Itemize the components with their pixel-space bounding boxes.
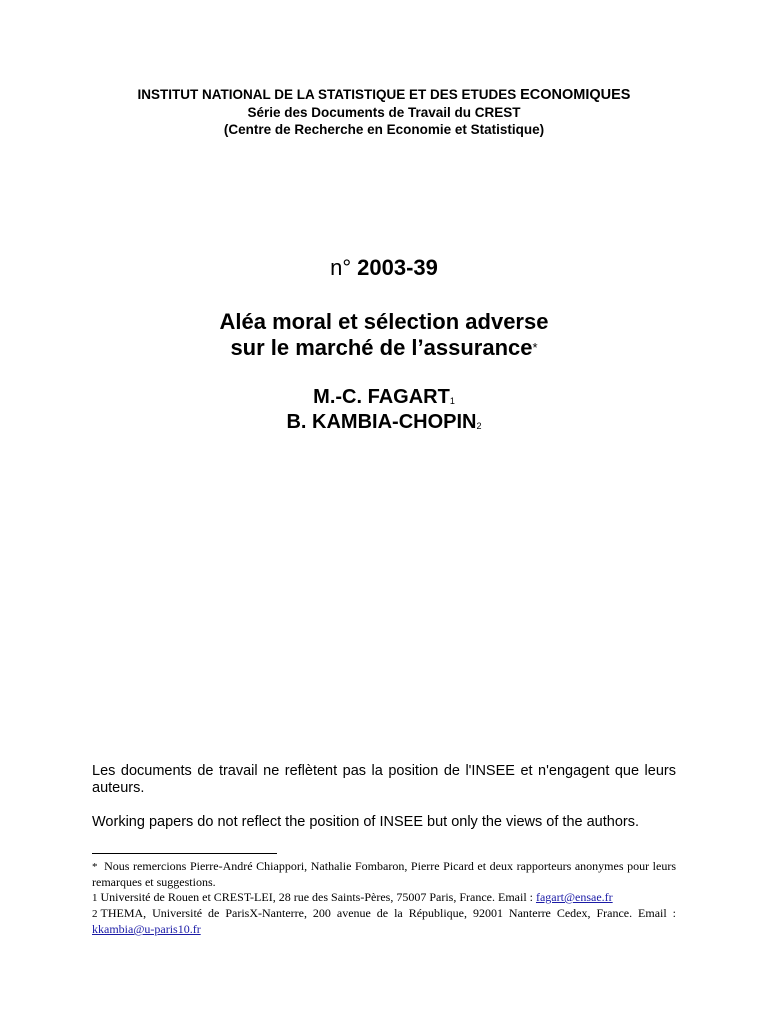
number-value: 2003-39 — [357, 255, 438, 280]
title-line-2: sur le marché de l’assurance — [230, 335, 533, 360]
series-name: Série des Documents de Travail du CREST — [247, 105, 521, 120]
title-line-2-wrap — [0, 335, 768, 361]
disclaimer-french: Les documents de travail ne reflètent pas la position de l'INSEE et n'engagent que leurs auteurs. — [92, 763, 676, 796]
disclaimer — [92, 763, 676, 848]
author-list — [0, 385, 768, 435]
author-1 — [0, 385, 768, 410]
author-2-mark: 2 — [476, 421, 482, 431]
footnote-1 — [92, 890, 676, 906]
footnote-2-email-link[interactable]: kkambia@u-paris10.fr — [92, 922, 201, 936]
author-1-name: M.-C. FAGART — [313, 386, 450, 408]
footnote-2-text: THEMA, Université de ParisX-Nanterre, 200 avenue de la République, 92001 Nanterre Cedex, France. Email : — [100, 906, 676, 920]
research-center: (Centre de Recherche en Economie et Statistique) — [223, 122, 545, 137]
footnote-2 — [92, 906, 676, 937]
institute-name-end: ECONOMIQUES — [520, 87, 631, 103]
footnote-star — [92, 859, 676, 890]
working-paper-number — [0, 255, 768, 281]
footnote-1-email-link[interactable]: fagart@ensae.fr — [535, 890, 613, 904]
institute-line — [0, 86, 768, 104]
footnote-divider — [92, 853, 277, 854]
title-footnote-mark: * — [532, 340, 538, 355]
author-2 — [0, 410, 768, 435]
title-line-1: Aléa moral et sélection adverse — [219, 309, 549, 334]
footnote-star-mark: * — [92, 861, 98, 873]
footnote-star-text: Nous remercions Pierre-André Chiappori, Nathalie Fombaron, Pierre Picard et deux rapporteurs anonymes pour leurs remarques et suggestions. — [92, 859, 677, 889]
author-1-mark: 1 — [449, 396, 455, 406]
disclaimer-english: Working papers do not reflect the position of INSEE but only the views of the authors. — [92, 814, 640, 830]
author-2-name: B. KAMBIA-CHOPIN — [286, 411, 477, 433]
institution-header — [0, 86, 768, 138]
footnotes — [92, 859, 676, 937]
number-prefix: n° — [330, 255, 352, 280]
footnote-2-mark: 2 — [92, 908, 98, 920]
footnote-1-text: Université de Rouen et CREST-LEI, 28 rue des Saints-Pères, 75007 Paris, France. Email : — [100, 890, 536, 904]
paper-title — [0, 309, 768, 361]
footnote-1-mark: 1 — [92, 892, 98, 904]
institute-name: INSTITUT NATIONAL DE LA STATISTIQUE ET DES ETUDES — [137, 87, 517, 102]
